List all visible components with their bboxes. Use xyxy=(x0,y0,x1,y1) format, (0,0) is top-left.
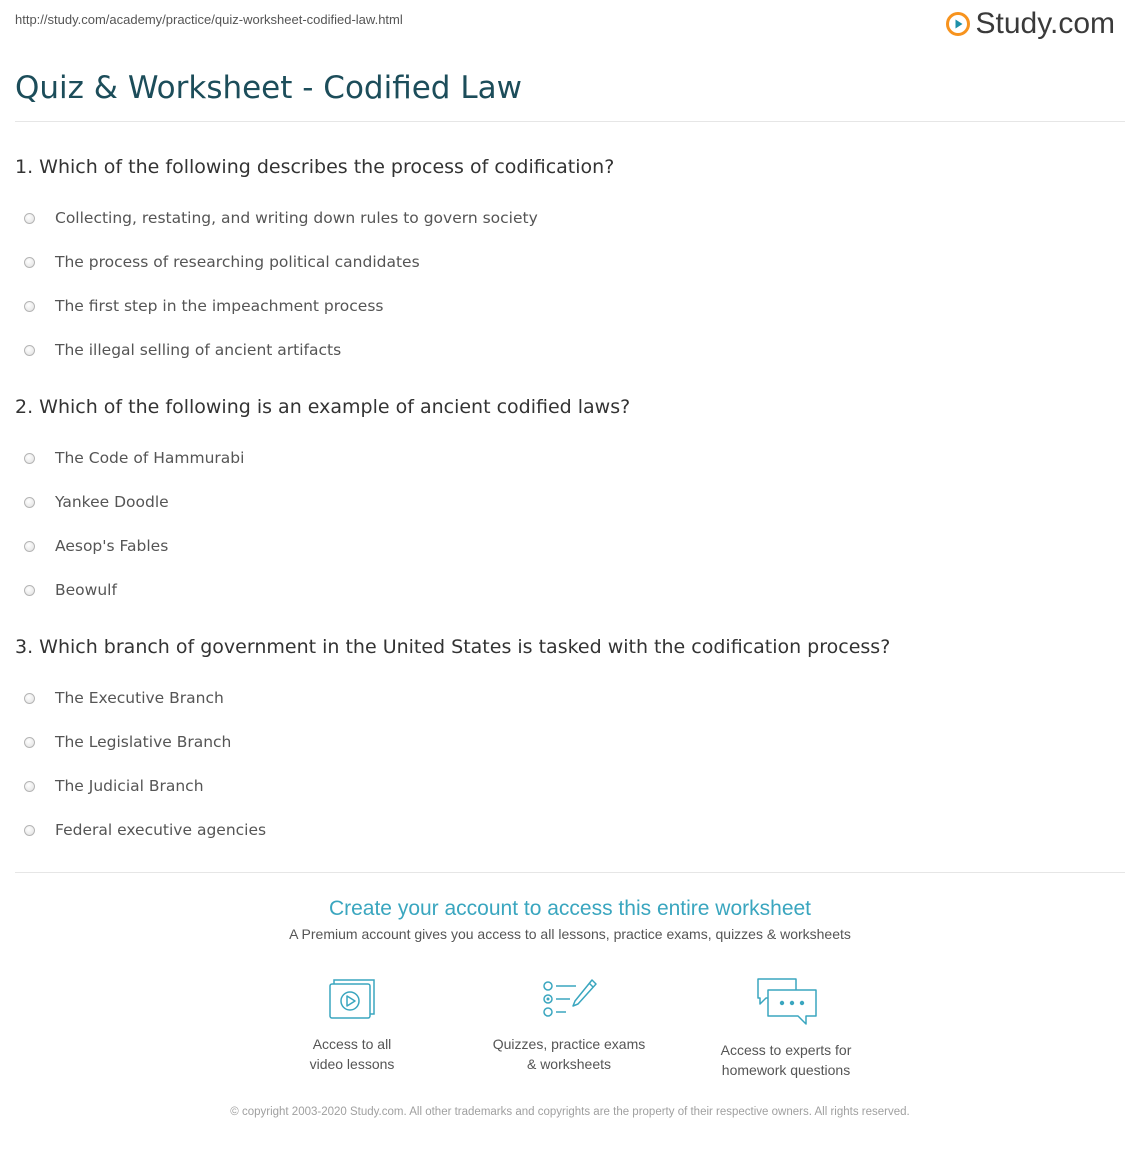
answer-label: The Code of Hammurabi xyxy=(55,449,245,467)
radio-button[interactable] xyxy=(24,781,35,792)
title-divider xyxy=(15,121,1125,122)
answer-options xyxy=(15,436,1125,612)
answer-option[interactable] xyxy=(15,328,1125,372)
answer-label: The first step in the impeachment process xyxy=(55,297,384,315)
radio-button[interactable] xyxy=(24,541,35,552)
answer-label: Yankee Doodle xyxy=(55,493,169,511)
answer-label: Beowulf xyxy=(55,581,117,599)
logo-suffix: .com xyxy=(1049,7,1115,40)
answer-option[interactable] xyxy=(15,284,1125,328)
premium-features xyxy=(0,976,1140,1076)
radio-button[interactable] xyxy=(24,497,35,508)
question-3 xyxy=(15,634,1125,852)
radio-button[interactable] xyxy=(24,737,35,748)
feature-experts xyxy=(686,976,886,1080)
feature-line: Access to experts for xyxy=(720,1042,852,1058)
cta-subtitle: A Premium account gives you access to all lessons, practice exams, quizzes & worksheets xyxy=(289,926,851,942)
answer-option[interactable] xyxy=(15,480,1125,524)
play-circle-icon xyxy=(946,12,970,36)
answer-options xyxy=(15,196,1125,372)
answer-option[interactable] xyxy=(15,524,1125,568)
radio-button[interactable] xyxy=(24,693,35,704)
answer-option[interactable] xyxy=(15,436,1125,480)
answer-option[interactable] xyxy=(15,568,1125,612)
question-1 xyxy=(15,154,1125,372)
radio-button[interactable] xyxy=(24,453,35,464)
logo-text: Study xyxy=(975,7,1050,40)
feature-video-lessons xyxy=(252,976,452,1074)
answer-option[interactable] xyxy=(15,196,1125,240)
radio-button[interactable] xyxy=(24,301,35,312)
feature-line: video lessons xyxy=(309,1056,395,1072)
quiz-checklist-icon xyxy=(540,976,598,1022)
answer-option[interactable] xyxy=(15,676,1125,720)
page-url[interactable]: http://study.com/academy/practice/quiz-worksheet-codified-law.html xyxy=(15,12,403,27)
answer-label: The process of researching political candidates xyxy=(55,253,420,271)
feature-line: homework questions xyxy=(721,1062,851,1078)
answer-label: The illegal selling of ancient artifacts xyxy=(55,341,342,359)
answer-label: Collecting, restating, and writing down rules to govern society xyxy=(55,209,538,227)
feature-line: Quizzes, practice exams xyxy=(492,1036,646,1052)
question-title: 2. Which of the following is an example of ancient codified laws? xyxy=(15,396,631,418)
top-bar xyxy=(15,0,1125,48)
radio-button[interactable] xyxy=(24,585,35,596)
answer-label: Aesop's Fables xyxy=(55,537,169,555)
answer-label: The Judicial Branch xyxy=(55,777,204,795)
feature-line: & worksheets xyxy=(526,1056,612,1072)
page-title: Quiz & Worksheet - Codified Law xyxy=(15,70,522,106)
chat-bubbles-icon xyxy=(754,976,818,1028)
question-title: 3. Which branch of government in the United States is tasked with the codification process? xyxy=(15,636,891,658)
answer-option[interactable] xyxy=(15,240,1125,284)
feature-line: Access to all xyxy=(312,1036,392,1052)
video-lessons-icon xyxy=(326,976,378,1022)
radio-button[interactable] xyxy=(24,825,35,836)
signup-cta xyxy=(0,896,1140,942)
study-logo[interactable] xyxy=(946,6,1115,42)
answer-option[interactable] xyxy=(15,808,1125,852)
radio-button[interactable] xyxy=(24,213,35,224)
answer-label: Federal executive agencies xyxy=(55,821,267,839)
question-title: 1. Which of the following describes the process of codification? xyxy=(15,156,615,178)
copyright-footer: © copyright 2003-2020 Study.com. All other trademarks and copyrights are the property of their respective owners. All rights reserved. xyxy=(230,1106,910,1118)
radio-button[interactable] xyxy=(24,257,35,268)
answer-option[interactable] xyxy=(15,720,1125,764)
question-2 xyxy=(15,394,1125,612)
cta-link[interactable]: Create your account to access this entire worksheet xyxy=(328,897,812,920)
cta-divider xyxy=(15,872,1125,873)
answer-options xyxy=(15,676,1125,852)
feature-quizzes xyxy=(469,976,669,1074)
radio-button[interactable] xyxy=(24,345,35,356)
answer-label: The Executive Branch xyxy=(55,689,224,707)
answer-label: The Legislative Branch xyxy=(55,733,232,751)
answer-option[interactable] xyxy=(15,764,1125,808)
